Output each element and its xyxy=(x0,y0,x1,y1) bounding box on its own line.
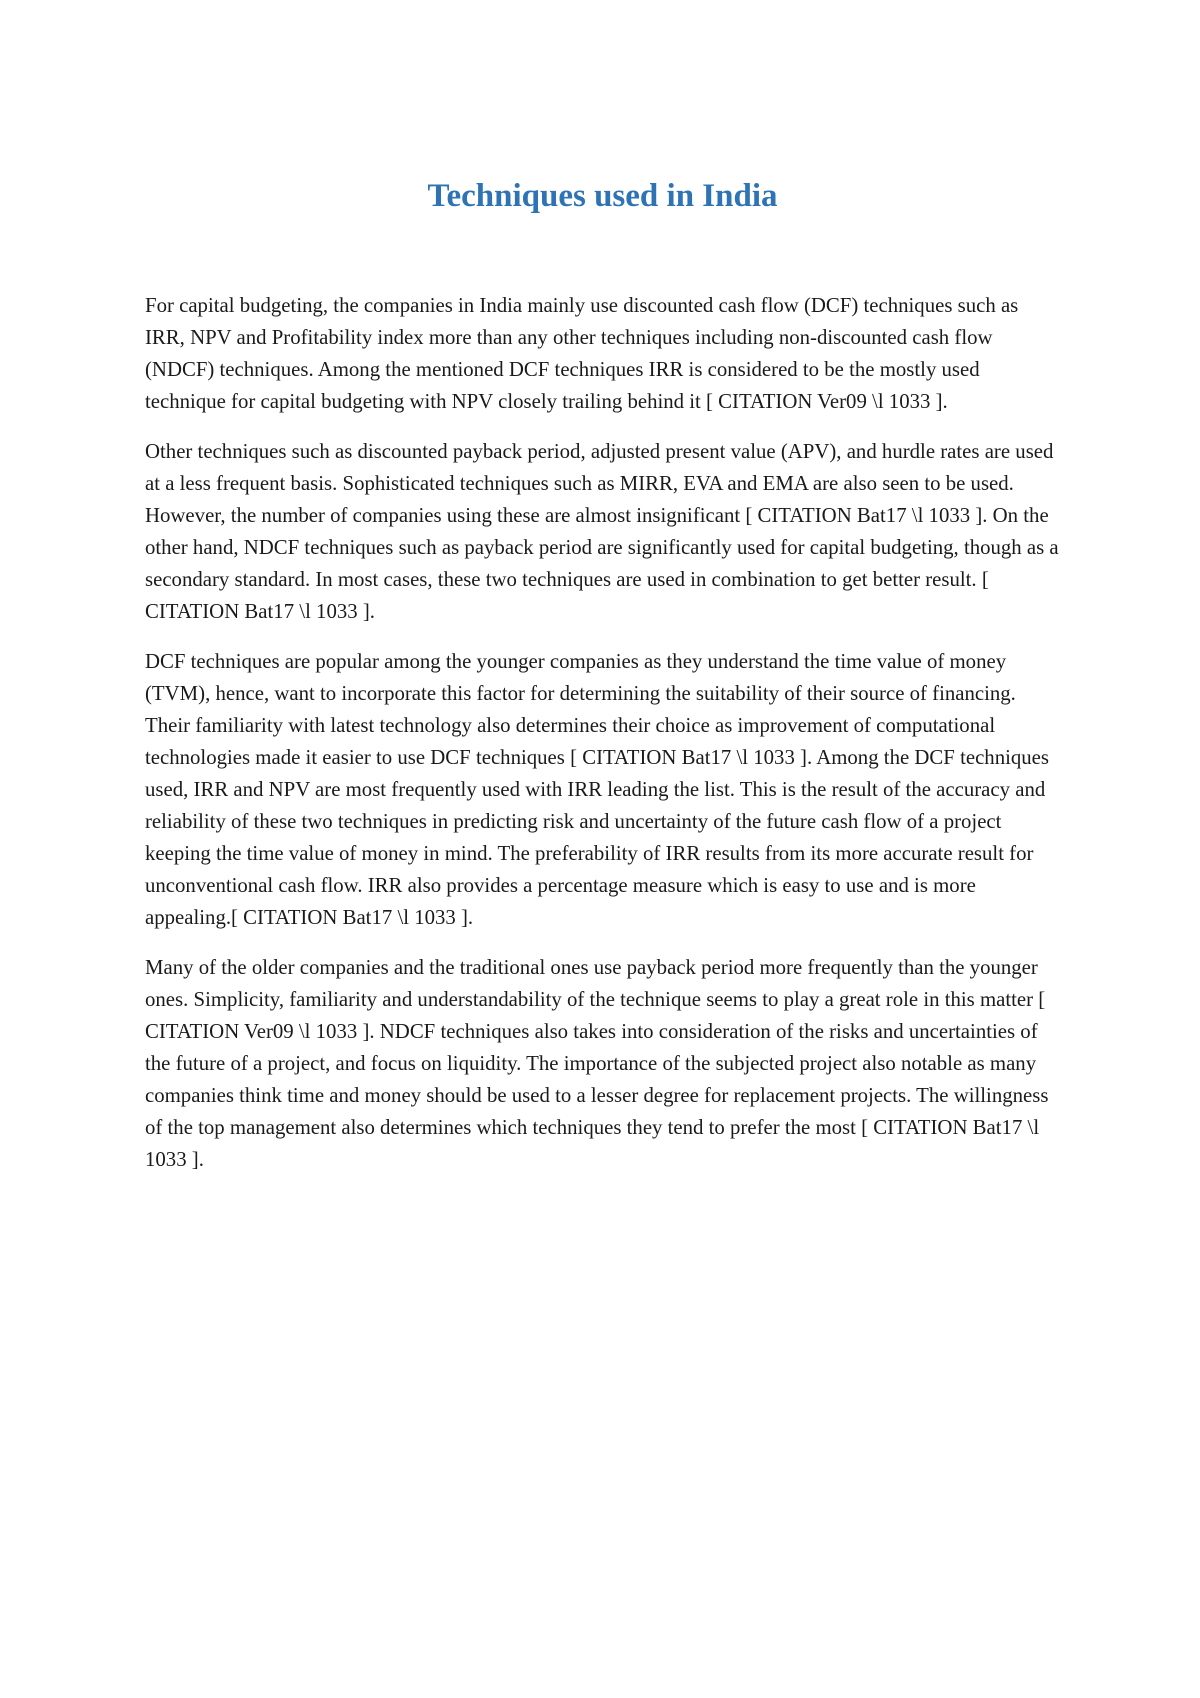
body-paragraph-4: Many of the older companies and the traditional ones use payback period more frequently than the younger ones. Simplicity, familiarity and understandability of the technique seems to play a great role in this matter [ CITATION Ver09 \l 1033 ]. NDCF techniques also takes into consideration of the risks and uncertainties of the future of a project, and focus on liquidity. The importance of the subjected project also notable as many companies think time and money should be used to a lesser degree for replacement projects. The willingness of the top management also determines which techniques they tend to prefer the most [ CITATION Bat17 \l 1033 ]. xyxy=(145,956,1049,1171)
body-paragraph-3: DCF techniques are popular among the younger companies as they understand the time value of money (TVM), hence, want to incorporate this factor for determining the suitability of their source of financing. Their familiarity with latest technology also determines their choice as improvement of computational technologies made it easier to use DCF techniques [ CITATION Bat17 \l 1033 ]. Among the DCF techniques used, IRR and NPV are most frequently used with IRR leading the list. This is the result of the accuracy and reliability of these two techniques in predicting risk and uncertainty of the future cash flow of a project keeping the time value of money in mind. The preferability of IRR results from its more accurate result for unconventional cash flow. IRR also provides a percentage measure which is easy to use and is more appealing.[ CITATION Bat17 \l 1033 ]. xyxy=(145,650,1050,929)
body-paragraph-2: Other techniques such as discounted payback period, adjusted present value (APV), and hurdle rates are used at a less frequent basis. Sophisticated techniques such as MIRR, EVA and EMA are also seen to be used. However, the number of companies using these are almost insignificant [ CITATION Bat17 \l 1033 ]. On the other hand, NDCF techniques such as payback period are significantly used for capital budgeting, though as a secondary standard. In most cases, these two techniques are used in combination to get better result. [ CITATION Bat17 \l 1033 ]. xyxy=(145,440,1059,623)
document-title: Techniques used in India xyxy=(427,178,778,214)
body-paragraph-1: For capital budgeting, the companies in India mainly use discounted cash flow (DCF) techniques such as IRR, NPV and Profitability index more than any other techniques including non-discounted cash flow (NDCF) techniques. Among the mentioned DCF techniques IRR is considered to be the mostly used technique for capital budgeting with NPV closely trailing behind it [ CITATION Ver09 \l 1033 ]. xyxy=(145,294,1019,413)
document-body xyxy=(145,290,1060,1176)
